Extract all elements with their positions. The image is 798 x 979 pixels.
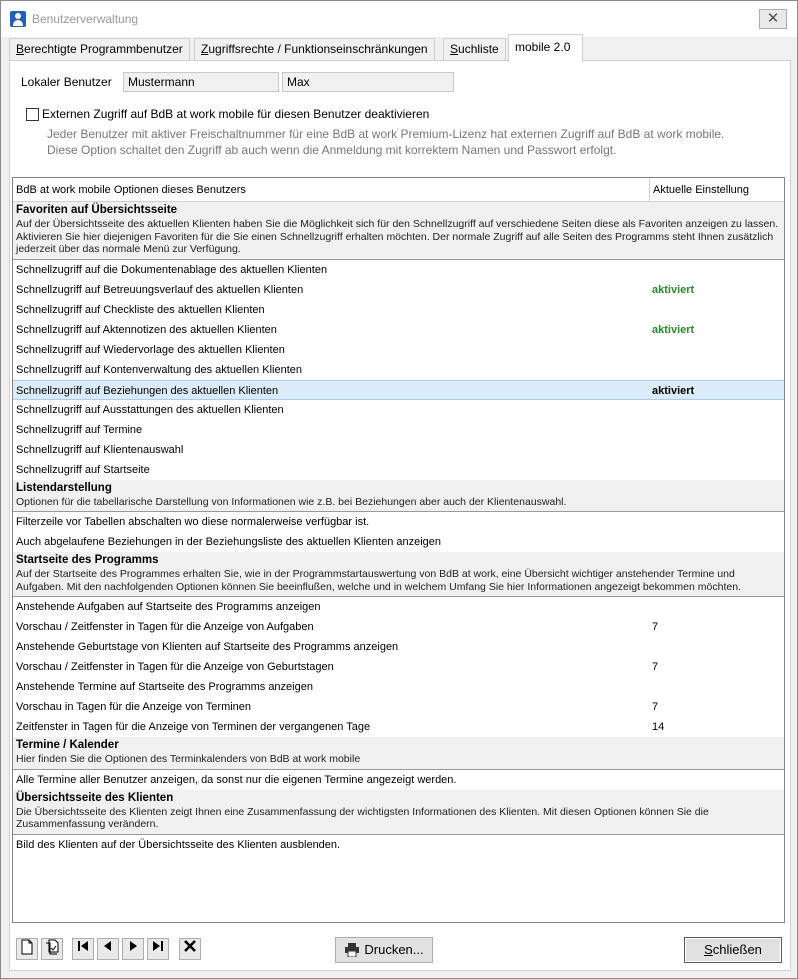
tab-zugriffsrechte[interactable]: Zugriffsrechte / Funktionseinschränkungen xyxy=(194,38,435,60)
option-label: Bild des Klienten auf der Übersichtsseite des Klienten ausblenden. xyxy=(16,838,341,851)
option-setting-value: 7 xyxy=(652,701,659,713)
option-setting-value: 7 xyxy=(652,661,659,673)
option-label: Schnellzugriff auf Termine xyxy=(16,423,143,436)
option-label: Schnellzugriff auf Betreuungsverlauf des aktuellen Klienten xyxy=(16,283,304,296)
mobile-options-table[interactable] xyxy=(12,177,785,923)
option-label: Schnellzugriff auf Checkliste des aktuellen Klienten xyxy=(16,303,265,316)
user-firstname-field[interactable]: Max xyxy=(282,72,454,92)
tab-suchliste[interactable]: Suchliste xyxy=(443,38,506,60)
section-description: Die Übersichtsseite des Klienten zeigt Ihnen eine Zusammenfassung der wichtigsten Informationen des Klienten. Mit diesen Optionen können Sie die Zusammenfassung verändern. xyxy=(16,805,709,830)
option-row[interactable] xyxy=(13,512,784,532)
option-label: Vorschau / Zeitfenster in Tagen für die Anzeige von Aufgaben xyxy=(16,621,314,633)
deactivate-hint-line2: Diese Option schaltet den Zugriff ab auch wenn die Anmeldung mit korrektem Namen und Passwort erfolgt. xyxy=(47,143,617,157)
option-setting-value: aktiviert xyxy=(652,323,695,336)
option-setting-value: aktiviert xyxy=(652,384,695,397)
option-label: Vorschau / Zeitfenster in Tagen für die Anzeige von Geburtstagen xyxy=(16,661,334,673)
option-label: Schnellzugriff auf Startseite xyxy=(16,463,150,476)
title-bar xyxy=(1,1,797,37)
section-description: Optionen für die tabellarische Darstellung von Informationen wie z.B. bei Beziehungen aber auch der Klientenauswahl. xyxy=(16,495,567,508)
section-header xyxy=(13,737,784,770)
option-label: Alle Termine aller Benutzer anzeigen, da sonst nur die eigenen Termine angezeigt werden. xyxy=(16,773,457,786)
deactivate-hint-line1: Jeder Benutzer mit aktiver Freischaltnummer für eine BdB at work Premium-Lizenz hat externen Zugriff auf BdB at work mobile. xyxy=(47,127,725,141)
option-row[interactable] xyxy=(13,835,784,855)
option-setting-value: 14 xyxy=(652,721,665,733)
print-button[interactable] xyxy=(335,937,433,963)
option-row[interactable] xyxy=(13,360,784,380)
window-close-button[interactable]: ✕ xyxy=(759,9,787,29)
option-row[interactable] xyxy=(13,637,784,657)
local-user-label: Lokaler Benutzer xyxy=(21,75,112,89)
column-header-option: BdB at work mobile Optionen dieses Benutzers xyxy=(16,184,246,196)
option-row[interactable] xyxy=(13,460,784,480)
deactivate-mobile-checkbox[interactable] xyxy=(26,108,39,121)
column-header-setting: Aktuelle Einstellung xyxy=(649,178,784,201)
user-lastname-field[interactable]: Mustermann xyxy=(123,72,279,92)
deactivate-mobile-label[interactable]: Externen Zugriff auf BdB at work mobile für diesen Benutzer deaktivieren xyxy=(42,107,430,121)
option-row[interactable] xyxy=(13,320,784,340)
option-setting-value: aktiviert xyxy=(652,283,695,296)
option-label: Schnellzugriff auf die Dokumentenablage des aktuellen Klienten xyxy=(16,263,328,276)
option-row[interactable] xyxy=(13,300,784,320)
print-label: Drucken... xyxy=(364,942,424,957)
tab-berechtigte-programmbenutzer[interactable]: Berechtigte Programmbenutzer xyxy=(9,38,190,60)
section-title: Favoriten auf Übersichtsseite xyxy=(16,204,178,216)
section-description: Auf der Startseite des Programmes erhalten Sie, wie in der Programmstartauswertung von BdB at work, eine Übersicht wichtiger anstehender Termine und Aufgaben. Mit den nachfolgenden Optionen können Sie beeinflußen, welche und in welchem Umfang Sie hier Informationen angezeigt bekommen möchten. xyxy=(16,568,741,593)
option-label: Schnellzugriff auf Kontenverwaltung des aktuellen Klienten xyxy=(16,363,302,376)
option-label: Schnellzugriff auf Wiedervorlage des aktuellen Klienten xyxy=(16,343,285,356)
user-app-icon xyxy=(10,11,26,27)
option-row[interactable] xyxy=(13,420,784,440)
section-title: Startseite des Programms xyxy=(16,554,159,566)
section-header xyxy=(13,202,784,260)
option-row[interactable] xyxy=(13,770,784,790)
option-row[interactable] xyxy=(13,597,784,617)
table-header xyxy=(13,178,784,202)
option-label: Anstehende Termine auf Startseite des Programms anzeigen xyxy=(16,681,313,693)
last-record-icon[interactable] xyxy=(147,938,169,960)
printer-icon xyxy=(344,941,360,965)
option-label: Schnellzugriff auf Aktennotizen des aktuellen Klienten xyxy=(16,323,277,336)
option-row[interactable] xyxy=(13,657,784,677)
option-label: Anstehende Aufgaben auf Startseite des Programms anzeigen xyxy=(16,601,321,613)
section-description: Auf der Übersichtsseite des aktuellen Klienten haben Sie die Möglichkeit sich für den Schnellzugriff auf verschiedene Seiten diese als Favoriten anzeigen zu lassen. Aktivieren Sie hier diejenigen Favoriten für die Sie einen Schnellzugriff erhalten möchten. Der normale Zugriff auf alle Seiten des Programms steht Ihnen zusätzlich jederzeit über das normale Menü zur Verfügung. xyxy=(16,218,779,255)
tab-bar xyxy=(9,34,791,61)
delete-record-icon[interactable] xyxy=(179,938,201,960)
previous-record-icon[interactable] xyxy=(97,938,119,960)
next-record-icon[interactable] xyxy=(122,938,144,960)
option-label: Schnellzugriff auf Beziehungen des aktuellen Klienten xyxy=(16,384,279,397)
first-record-icon[interactable] xyxy=(72,938,94,960)
option-label: Schnellzugriff auf Ausstattungen des aktuellen Klienten xyxy=(16,403,284,416)
option-row[interactable] xyxy=(13,532,784,552)
window-title: Benutzerverwaltung xyxy=(32,12,139,26)
option-row[interactable] xyxy=(13,340,784,360)
close-button[interactable]: Schließen xyxy=(684,937,782,963)
option-row[interactable] xyxy=(13,717,784,737)
option-label: Filterzeile vor Tabellen abschalten wo diese normalerweise verfügbar ist. xyxy=(16,516,370,528)
section-title: Übersichtsseite des Klienten xyxy=(16,791,174,804)
tab-mobile[interactable]: mobile 2.0 xyxy=(508,34,583,62)
section-header xyxy=(13,552,784,597)
section-header xyxy=(13,480,784,513)
option-row[interactable] xyxy=(13,280,784,300)
option-setting-value: 7 xyxy=(652,621,659,633)
option-row[interactable] xyxy=(13,697,784,717)
section-description: Hier finden Sie die Optionen des Terminkalenders von BdB at work mobile xyxy=(16,753,361,765)
option-label: Schnellzugriff auf Klientenauswahl xyxy=(16,443,184,456)
option-label: Anstehende Geburtstage von Klienten auf Startseite des Programms anzeigen xyxy=(16,641,399,653)
section-title: Listendarstellung xyxy=(16,481,112,494)
new-record-icon[interactable] xyxy=(16,938,38,960)
option-row[interactable] xyxy=(13,260,784,280)
option-row[interactable] xyxy=(13,617,784,637)
section-header xyxy=(13,790,784,835)
option-row[interactable] xyxy=(13,400,784,420)
option-row[interactable] xyxy=(13,380,784,400)
option-row[interactable] xyxy=(13,677,784,697)
option-row[interactable] xyxy=(13,440,784,460)
option-label: Auch abgelaufene Beziehungen in der Beziehungsliste des aktuellen Klienten anzeigen xyxy=(16,536,442,548)
section-title: Termine / Kalender xyxy=(16,739,119,751)
option-label: Vorschau in Tagen für die Anzeige von Terminen xyxy=(16,701,252,713)
copy-record-icon[interactable] xyxy=(41,938,63,960)
option-label: Zeitfenster in Tagen für die Anzeige von Terminen der vergangenen Tage xyxy=(16,721,371,733)
